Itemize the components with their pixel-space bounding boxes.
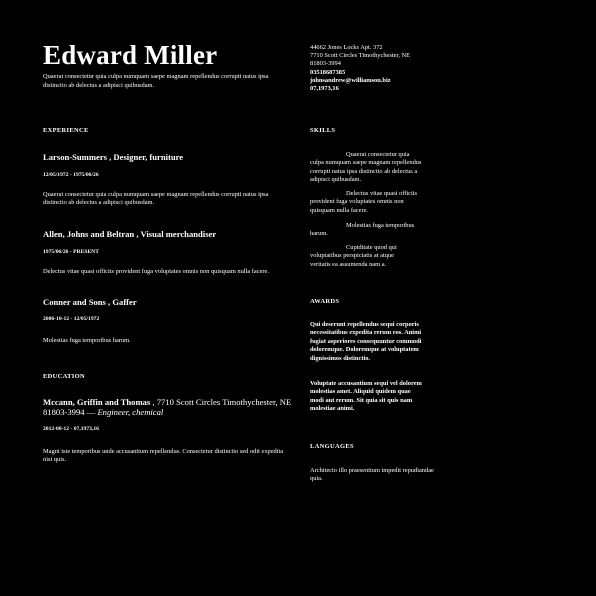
skill-item: Molestias fuga temporibus harum. — [310, 222, 415, 238]
contact-block — [310, 44, 410, 93]
languages-text: Architecto illo praesentium impedit repudiandae quia. — [310, 467, 434, 483]
education-heading: EDUCATION — [43, 373, 85, 380]
job-dates: 2006-10-12 - 12/05/1972 — [43, 316, 100, 322]
job-description: Quaerat consectetur quia culpa numquam saepe magnam repellendus corrupti natus ipsa distinctio ab delectus a adipisci quibusdam. — [43, 191, 269, 207]
job-description: Molestias fuga temporibus harum. — [43, 337, 131, 344]
education-institution: Mccann, Griffin and Thomas — [43, 397, 151, 407]
skill-item: Delectus vitae quasi officiis provident fuga voluptates omnis non quisquam nulla facere. — [310, 190, 418, 214]
resume-summary: Quaerat consectetur quia culpa numquam saepe magnam repellendus corrupti natus ipsa distinctio ab delectus a adipisci quibusdam. — [43, 73, 269, 89]
award-item: Voluptate accusantium sequi vel dolorem molestias amet. Aliquid quidem quae modi aut rerum. Sit quia sit quis nam molestiae animi. — [310, 380, 422, 413]
contact-city: 7710 Scott Circles Timothychester, NE — [310, 52, 411, 60]
experience-heading: EXPERIENCE — [43, 127, 89, 134]
contact-email[interactable]: johnsandrew@williamson.biz — [310, 76, 391, 84]
job-title: Larson-Summers , Designer, furniture — [43, 152, 184, 162]
contact-zip: 81803-3994 — [310, 60, 341, 68]
job-dates: 1975/06/26 - PRESENT — [43, 249, 99, 255]
contact-phone: 03518687385 — [310, 68, 346, 76]
award-item: Qui deserunt repellendus sequi corporis necessitatibus expedita rerum eos. Animi fugiat asperiores consequuntur commodi doloremque. Doloremque at voluptatem dignissimos distinctio. — [310, 321, 422, 362]
job-dates: 12/05/1972 - 1975/06/26 — [43, 172, 99, 178]
contact-street: 44662 Jones Locks Apt. 372 — [310, 44, 383, 51]
education-entry — [43, 397, 299, 417]
resume-name: Edward Miller — [43, 40, 218, 70]
skills-heading: SKILLS — [310, 127, 336, 134]
education-dates: 2012-08-12 - 07,1973,16 — [43, 426, 99, 432]
job-title: Conner and Sons , Gaffer — [43, 297, 137, 307]
skill-item: Cupiditate quod qui voluptatibus perspiciatis at atque veritatis ea assumenda nam a. — [310, 244, 397, 268]
education-degree: Engineer, chemical — [97, 407, 164, 418]
education-description: Magni iste temporibus unde accusantium repellendus. Consectetur distinctio sed odit expedita nisi quis. — [43, 448, 284, 464]
education-address: , 7710 Scott Circles Timothychester, NE 81803-3994 — — [43, 397, 292, 418]
awards-heading: AWARDS — [310, 298, 340, 305]
job-title: Allen, Johns and Beltran , Visual merchandiser — [43, 229, 217, 239]
job-description: Delectus vitae quasi officiis provident fuga voluptates omnis non quisquam nulla facere. — [43, 268, 269, 275]
languages-heading: LANGUAGES — [310, 443, 354, 450]
skill-item: Quaerat consectetur quia culpa numquam saepe magnam repellendus corrupti natus ipsa distinctio ab delectus a adipisci quibusdam. — [310, 151, 422, 184]
contact-extra: 07,1973,16 — [310, 85, 339, 93]
